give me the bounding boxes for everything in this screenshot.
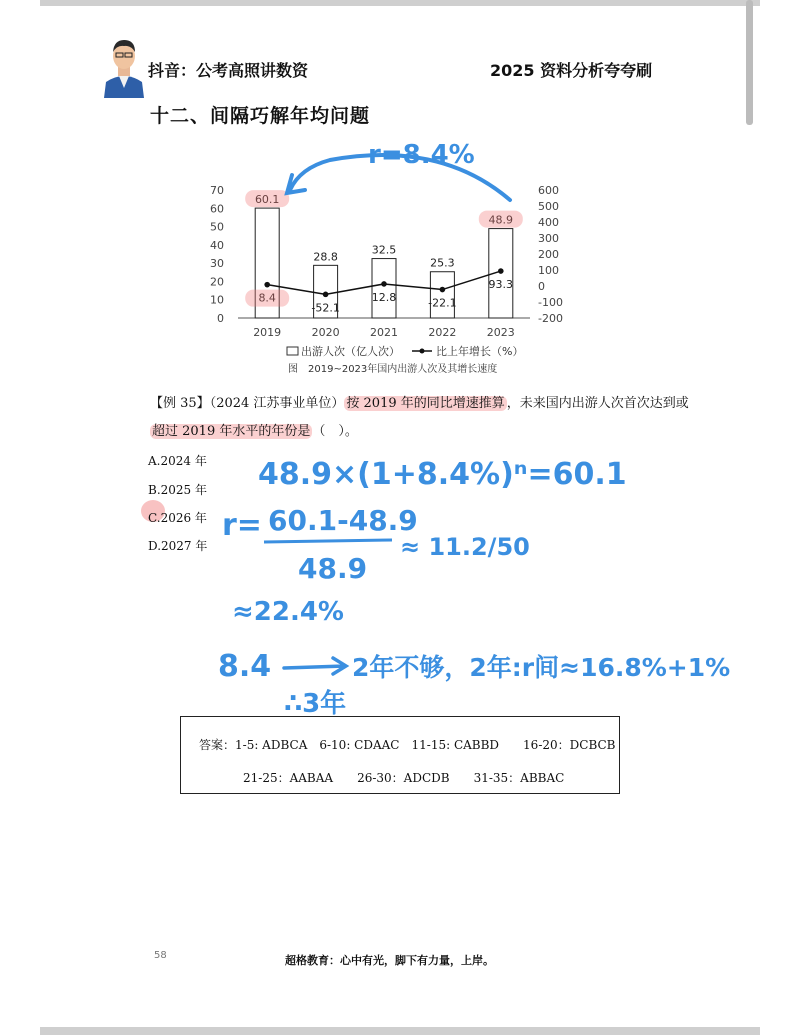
answer-line-1: 答案：1-5: ADBCA 6-10: CDAAC 11-15: CABBD 16-20：DCBCB — [199, 738, 616, 752]
x-tick-label: 2020 — [311, 326, 340, 339]
y-left-tick-label: 60 — [210, 202, 224, 216]
ink-eq1: 48.9×(1+8.4%)ⁿ=60.1 — [258, 457, 627, 492]
question-stem-d: （ ）。 — [312, 424, 358, 439]
y-right-tick-label: -200 — [538, 312, 563, 325]
question-stem-highlight-1: 按 2019 年的同比增速推算 — [346, 396, 505, 411]
x-tick-label: 2022 — [428, 326, 457, 339]
y-right-tick-label: -100 — [538, 296, 563, 309]
option-d[interactable]: D.2027 年 — [148, 539, 208, 553]
ink-eq2-num: 60.1-48.9 — [268, 504, 418, 537]
question-line-2 — [150, 420, 358, 439]
ink-arrow — [284, 658, 346, 674]
option-b[interactable]: B.2025 年 — [148, 483, 207, 497]
x-tick-label: 2019 — [253, 326, 282, 339]
y-right-tick-label: 200 — [538, 248, 559, 261]
growth-value-label: -52.1 — [311, 301, 340, 315]
question-stem-highlight-2: 超过 2019 年水平的年份是 — [152, 424, 311, 439]
x-tick-label: 2021 — [370, 326, 398, 339]
x-tick-label: 2023 — [486, 326, 515, 339]
ink-fraction-bar — [264, 540, 392, 542]
header-left: 抖音：公考高照讲数资 — [148, 61, 309, 80]
y-left-tick-label: 10 — [210, 293, 224, 307]
question-line-1 — [150, 392, 689, 411]
y-right-tick-label: 100 — [538, 264, 559, 277]
y-left-tick-label: 50 — [210, 220, 224, 234]
y-left-tick-label: 20 — [210, 275, 224, 289]
growth-value-label: -22.1 — [428, 296, 457, 310]
bar-value-label: 25.3 — [430, 256, 455, 270]
ink-step-a: 8.4 — [218, 649, 272, 684]
ink-step-c: ∴3年 — [284, 689, 347, 719]
question-source: （2024 江苏事业单位） — [209, 396, 345, 411]
answer-box — [180, 716, 620, 794]
growth-value-label: 93.3 — [488, 278, 514, 292]
page-number: 58 — [154, 950, 167, 961]
growth-value-label: 12.8 — [371, 290, 397, 304]
y-left-tick-label: 70 — [210, 184, 224, 197]
footer-slogan: 超格教育：心中有光，脚下有力量，上岸。 — [285, 954, 494, 967]
ink-eq2-den: 48.9 — [298, 552, 368, 585]
ink-eq2-lhs: r= — [222, 508, 262, 543]
ink-r-top: r=8.4% — [368, 140, 475, 170]
option-a[interactable]: A.2024 年 — [148, 454, 207, 468]
bar-value-label: 28.8 — [313, 250, 338, 264]
legend-line: 比上年增长（%） — [436, 345, 524, 358]
y-right-tick-label: 300 — [538, 232, 559, 245]
ink-step-b: 2年不够，2年:r间≈16.8%+1% — [352, 653, 731, 682]
section-title: 十二、间隔巧解年均问题 — [150, 105, 371, 127]
option-c[interactable]: C.2026 年 — [148, 511, 207, 525]
question-tag: 【例 35】 — [150, 396, 210, 411]
answer-line-2: 21-25：AABAA 26-30：ADCDB 31-35：ABBAC — [243, 771, 565, 785]
ink-approx: ≈22.4% — [232, 597, 344, 627]
y-right-tick-label: 600 — [538, 184, 559, 197]
y-left-tick-label: 40 — [210, 238, 224, 252]
question-stem-b: ，未来国内出游人次首次达到或 — [506, 396, 689, 411]
header-right: 2025 资料分析夸夸刷 — [490, 61, 653, 80]
legend-bars: 出游人次（亿人次） — [301, 345, 400, 358]
chart-caption: 图 2019~2023年国内出游人次及其增长速度 — [288, 364, 498, 375]
bar-value-label: 32.5 — [371, 243, 397, 257]
y-left-tick-label: 30 — [210, 257, 224, 271]
y-right-tick-label: 400 — [538, 216, 559, 229]
ink-eq2-rhs: ≈ 11.2/50 — [400, 533, 530, 561]
y-right-tick-label: 0 — [538, 280, 545, 293]
y-left-tick-label: 0 — [217, 312, 224, 325]
y-right-tick-label: 500 — [538, 200, 559, 213]
